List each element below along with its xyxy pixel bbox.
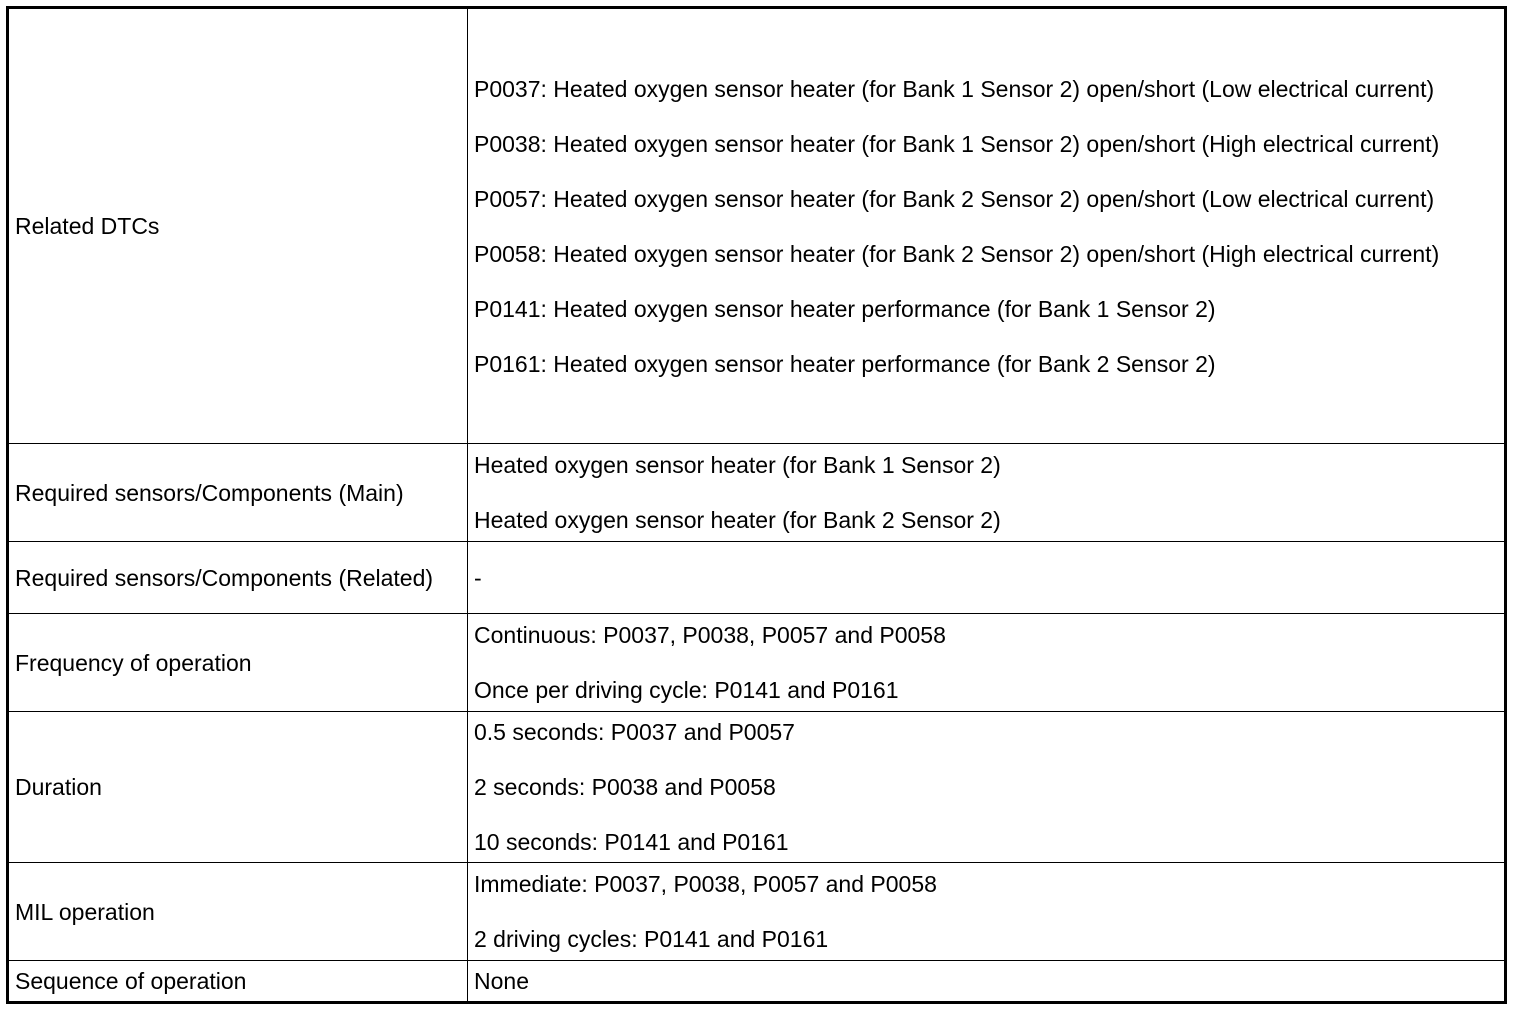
dtc-entry: P0037: Heated oxygen sensor heater (for Bank 1 Sensor 2) open/short (Low electrical current) <box>474 75 1435 102</box>
dtc-entry: P0161: Heated oxygen sensor heater performance (for Bank 2 Sensor 2) <box>474 350 1216 377</box>
row-label: Required sensors/Components (Related) <box>8 542 468 614</box>
dtc-entry: P0141: Heated oxygen sensor heater performance (for Bank 1 Sensor 2) <box>474 295 1216 322</box>
table-row-duration <box>8 712 1506 863</box>
value-line: Heated oxygen sensor heater (for Bank 1 Sensor 2) <box>474 452 1001 478</box>
value-line: None <box>474 968 529 994</box>
table-row-sequence <box>8 961 1506 1003</box>
row-value <box>468 8 1506 444</box>
row-label: Duration <box>8 712 468 863</box>
table-row-related-dtcs <box>8 8 1506 444</box>
row-label: MIL operation <box>8 863 468 961</box>
dtc-entry: P0038: Heated oxygen sensor heater (for Bank 1 Sensor 2) open/short (High electrical current) <box>474 130 1440 157</box>
table-row-required-sensors-main <box>8 444 1506 542</box>
row-value <box>468 542 1506 614</box>
monitor-spec-table <box>6 6 1507 1004</box>
row-value <box>468 614 1506 712</box>
row-value <box>468 444 1506 542</box>
row-value <box>468 863 1506 961</box>
row-label: Related DTCs <box>8 8 468 444</box>
table-row-mil-operation <box>8 863 1506 961</box>
value-line: 10 seconds: P0141 and P0161 <box>474 829 789 855</box>
row-label: Required sensors/Components (Main) <box>8 444 468 542</box>
table-row-required-sensors-related <box>8 542 1506 614</box>
value-line: Immediate: P0037, P0038, P0057 and P0058 <box>474 871 937 897</box>
dtc-entry: P0057: Heated oxygen sensor heater (for Bank 2 Sensor 2) open/short (Low electrical current) <box>474 185 1435 212</box>
value-line: Continuous: P0037, P0038, P0057 and P0058 <box>474 622 946 648</box>
row-value <box>468 961 1506 1003</box>
row-value <box>468 712 1506 863</box>
value-line: 2 driving cycles: P0141 and P0161 <box>474 926 829 952</box>
row-label: Frequency of operation <box>8 614 468 712</box>
value-line: 0.5 seconds: P0037 and P0057 <box>474 719 795 745</box>
value-line: Heated oxygen sensor heater (for Bank 2 Sensor 2) <box>474 507 1001 533</box>
dtc-entry: P0058: Heated oxygen sensor heater (for Bank 2 Sensor 2) open/short (High electrical current) <box>474 240 1440 267</box>
table-row-frequency <box>8 614 1506 712</box>
row-label: Sequence of operation <box>8 961 468 1003</box>
value-line: 2 seconds: P0038 and P0058 <box>474 774 776 800</box>
value-line: - <box>474 564 482 591</box>
value-line: Once per driving cycle: P0141 and P0161 <box>474 677 899 703</box>
